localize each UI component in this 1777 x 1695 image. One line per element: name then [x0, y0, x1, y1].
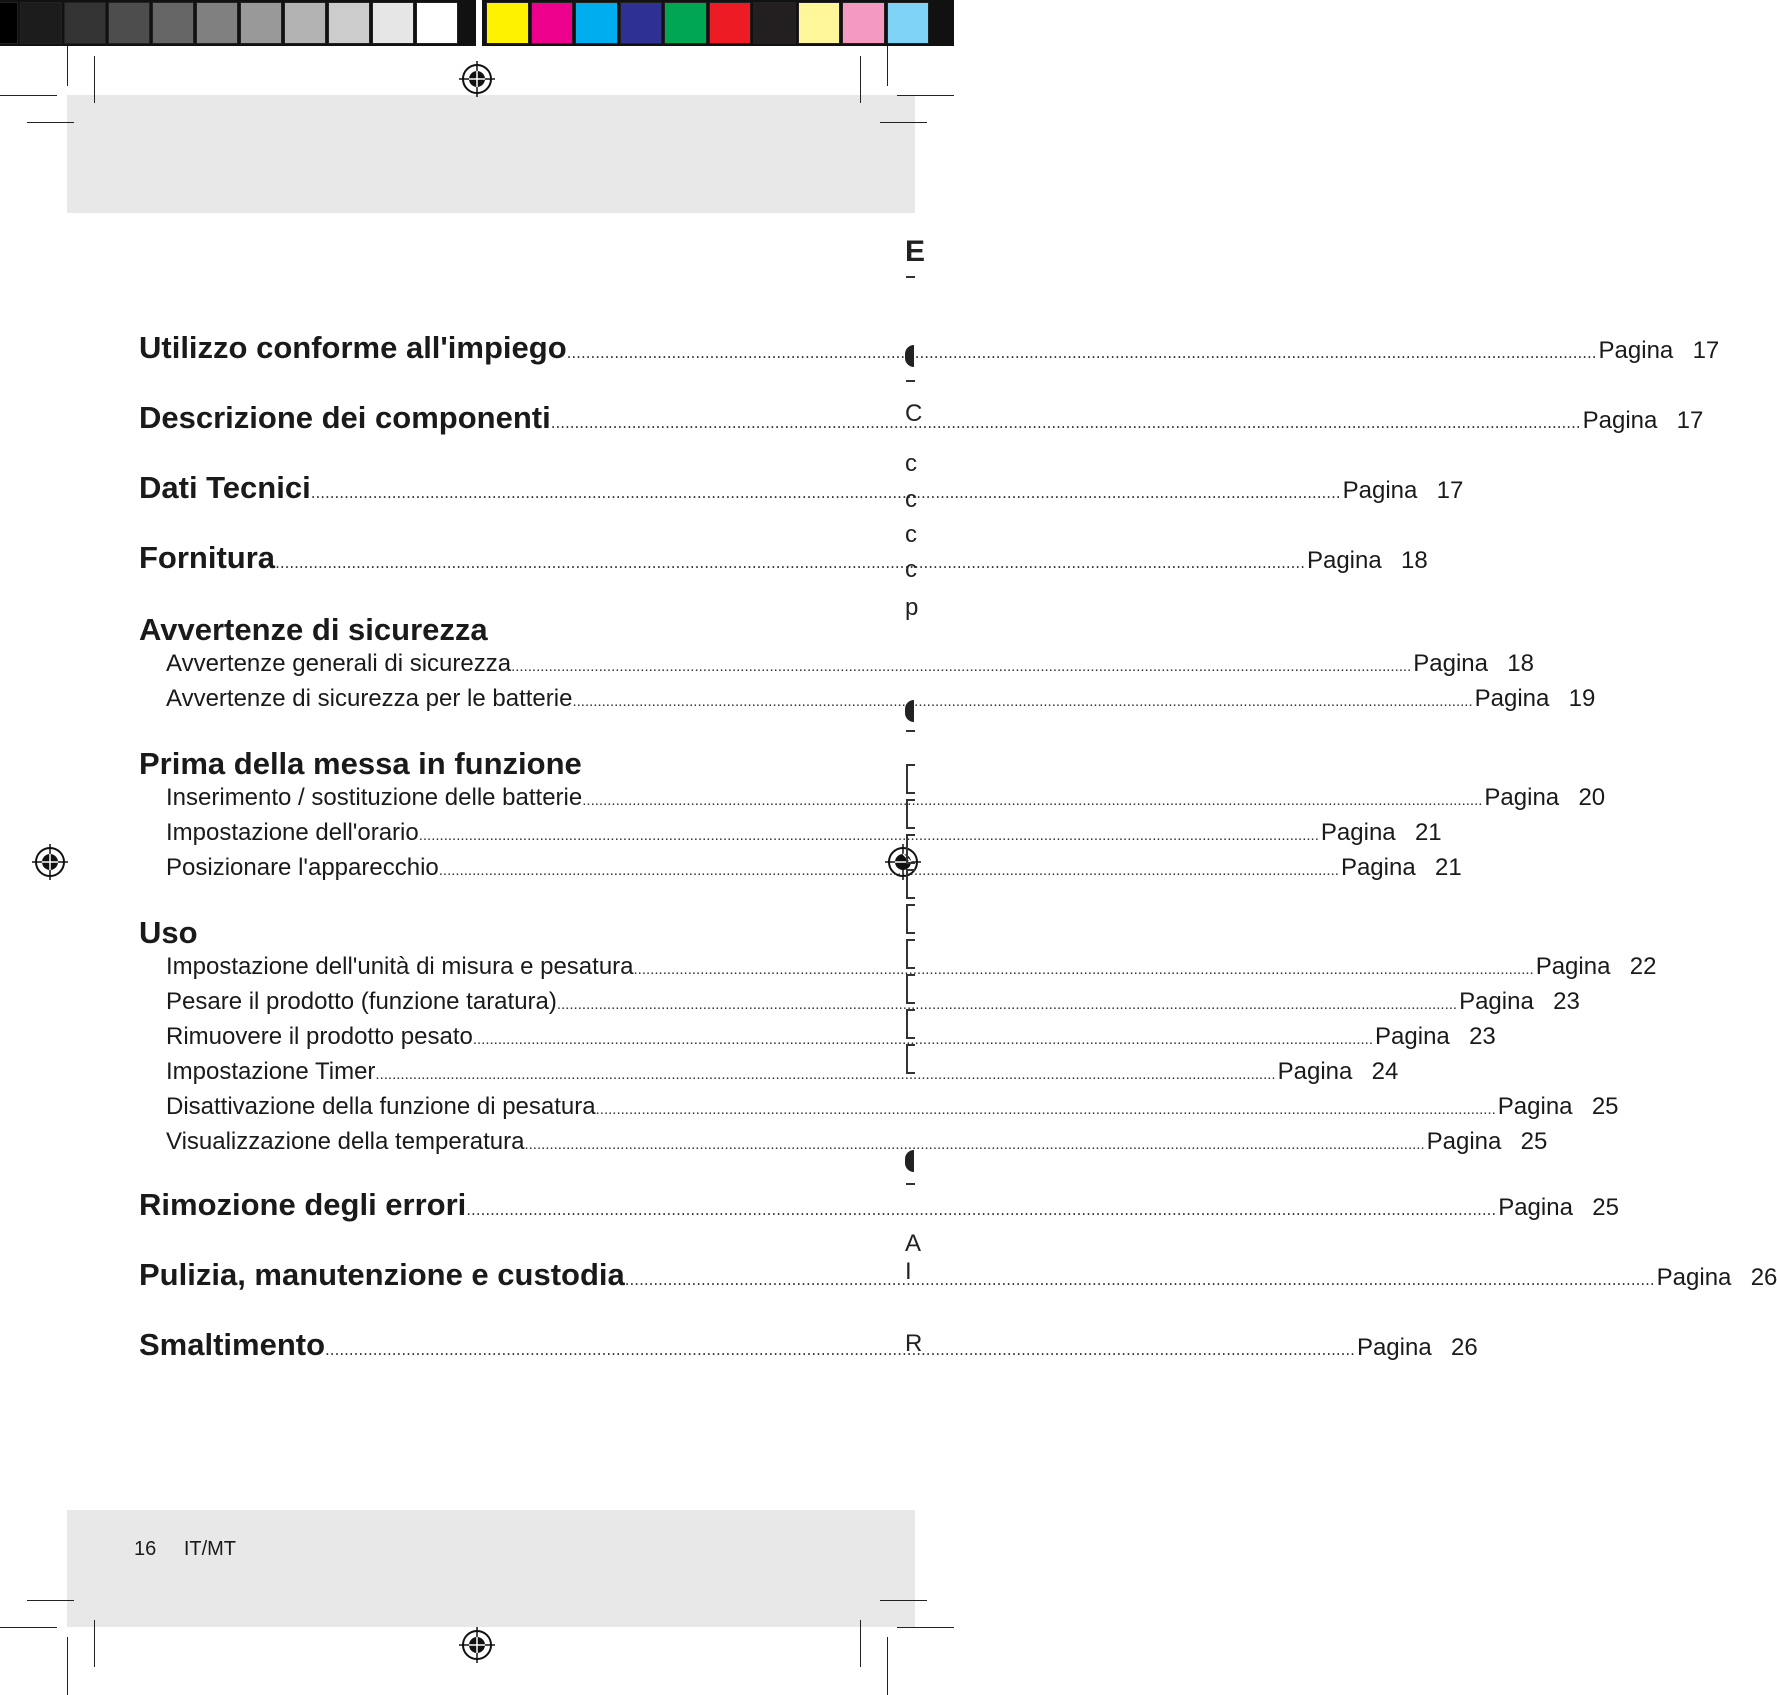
- toc-subentry[interactable]: [139, 854, 1462, 889]
- toc-subentry[interactable]: [139, 1023, 1496, 1058]
- toc-subentry[interactable]: [139, 685, 1596, 720]
- crop-mark: [887, 46, 888, 86]
- leader-dots: [466, 1201, 1496, 1219]
- grey-swatch: [108, 2, 150, 44]
- edge-heading-glyph: [905, 700, 914, 722]
- edge-table-cell: [906, 799, 915, 829]
- footer-band: [67, 1510, 915, 1627]
- toc-page-number: 23: [1469, 1023, 1496, 1050]
- leader-dots: [325, 1341, 1355, 1359]
- toc-page-number: 18: [1507, 650, 1534, 677]
- toc-entry-title: Disattivazione della funzione di pesatura: [166, 1093, 596, 1120]
- grey-swatch: [240, 2, 282, 44]
- toc-entry-title: Posizionare l'apparecchio: [166, 854, 439, 881]
- page-label: Pagina: [1356, 1334, 1432, 1361]
- grey-swatch: [196, 2, 238, 44]
- toc-page-number: 17: [1436, 477, 1464, 504]
- leader-dots: [557, 996, 1457, 1013]
- edge-table-cell: [906, 939, 915, 969]
- table-of-contents: [139, 330, 1777, 1397]
- crop-mark: [897, 95, 954, 96]
- crop-mark: [897, 1627, 954, 1628]
- crop-mark: [27, 122, 74, 123]
- toc-entry-title: Pulizia, manutenzione e custodia: [139, 1257, 625, 1292]
- crop-mark: [880, 122, 927, 123]
- crop-mark: [887, 1637, 888, 1695]
- color-swatch: [798, 2, 841, 44]
- registration-mark-icon: [457, 1625, 497, 1665]
- toc-subentry[interactable]: [139, 650, 1534, 685]
- crop-mark: [67, 1637, 68, 1695]
- toc-page-number: 17: [1692, 337, 1720, 364]
- color-swatch: [887, 2, 930, 44]
- crop-mark: [94, 56, 95, 103]
- crop-mark: [94, 1620, 95, 1667]
- edge-fragment-char: p: [905, 594, 919, 621]
- leader-dots: [473, 1031, 1373, 1048]
- leader-dots: [419, 827, 1319, 844]
- page-label: Pagina: [1375, 1023, 1450, 1050]
- toc-entry-title: Utilizzo conforme all'impiego: [139, 330, 567, 365]
- toc-entry-title: Rimozione degli errori: [139, 1187, 467, 1222]
- edge-table-cell: [906, 764, 915, 794]
- color-calibration-bar: [0, 0, 954, 46]
- page-label: Pagina: [1474, 685, 1550, 712]
- toc-page-number: 26: [1450, 1334, 1478, 1361]
- grey-swatch: [416, 2, 458, 44]
- edge-table-cell: [906, 974, 915, 1004]
- toc-page-number: 22: [1629, 953, 1657, 980]
- edge-fragment-char: I: [905, 1258, 912, 1285]
- toc-group: [139, 913, 1657, 1163]
- edge-fragment-char: A: [905, 1230, 922, 1257]
- edge-heading-glyph: [905, 1150, 914, 1172]
- toc-subentry[interactable]: [139, 953, 1657, 988]
- edge-heading-glyph: [905, 345, 914, 367]
- toc-entry-title: Dati Tecnici: [139, 470, 311, 505]
- page-label: Pagina: [1498, 1194, 1573, 1221]
- page-label: Pagina: [1306, 547, 1382, 574]
- crop-mark: [27, 1600, 74, 1601]
- toc-subentry[interactable]: [139, 988, 1580, 1023]
- crop-mark: [880, 1600, 927, 1601]
- toc-entry[interactable]: [139, 1257, 1777, 1327]
- color-swatch: [753, 2, 796, 44]
- edge-table-cell: [906, 1009, 915, 1039]
- page-label: Pagina: [1320, 819, 1396, 846]
- leader-dots: [511, 658, 1411, 675]
- toc-main-entries: [139, 330, 1720, 610]
- leader-dots: [275, 554, 1305, 572]
- page-label: Pagina: [1582, 407, 1658, 434]
- toc-page-number: 21: [1414, 819, 1442, 846]
- leader-dots: [634, 961, 1534, 978]
- crop-mark: [67, 46, 68, 86]
- toc-subentry[interactable]: [139, 1128, 1548, 1163]
- registration-mark-icon: [30, 842, 70, 882]
- leader-dots: [596, 1101, 1496, 1118]
- toc-page-number: 25: [1592, 1194, 1619, 1221]
- toc-page-number: 17: [1676, 407, 1704, 434]
- leader-dots: [311, 484, 1341, 502]
- toc-group-heading[interactable]: Prima della messa in funzione: [139, 746, 582, 781]
- leader-dots: [551, 414, 1581, 432]
- edge-fragment-char: E: [905, 235, 926, 268]
- color-swatch: [575, 2, 618, 44]
- color-swatch: [842, 2, 885, 44]
- toc-entry-title: Smaltimento: [139, 1327, 326, 1362]
- header-band: [67, 95, 915, 213]
- toc-subentry[interactable]: [139, 1058, 1399, 1093]
- toc-groups: [139, 610, 1657, 1163]
- language-code: IT/MT: [183, 1538, 237, 1560]
- page-label: Pagina: [1656, 1264, 1732, 1291]
- edge-rule: [906, 380, 915, 382]
- leader-dots: [524, 1136, 1424, 1153]
- toc-entry-title: Impostazione dell'unità di misura e pesatura: [166, 953, 634, 980]
- toc-entry-title: Impostazione Timer: [166, 1058, 376, 1085]
- edge-rule: [906, 1183, 915, 1185]
- edge-fragment-char: C: [905, 400, 923, 427]
- edge-table-cell: [906, 834, 915, 864]
- leader-dots: [375, 1066, 1275, 1083]
- toc-page-number: 24: [1371, 1058, 1399, 1085]
- page-label: Pagina: [1277, 1058, 1353, 1085]
- toc-entry[interactable]: [139, 400, 1704, 470]
- toc-page-number: 25: [1591, 1093, 1619, 1120]
- toc-entry[interactable]: [139, 330, 1720, 400]
- color-swatch: [664, 2, 707, 44]
- grey-swatch: [284, 2, 326, 44]
- crop-mark: [0, 95, 57, 96]
- leader-dots: [625, 1271, 1655, 1289]
- toc-page-number: 20: [1578, 784, 1606, 811]
- toc-entry-title: Avvertenze generali di sicurezza: [166, 650, 512, 677]
- page-label: Pagina: [1413, 650, 1488, 677]
- toc-page-number: 19: [1568, 685, 1596, 712]
- toc-entry-title: Descrizione dei componenti: [139, 400, 551, 435]
- page-label: Pagina: [1598, 337, 1674, 364]
- toc-entry[interactable]: [139, 540, 1428, 610]
- color-swatch: [709, 2, 752, 44]
- edge-rule: [906, 730, 915, 732]
- toc-subentry[interactable]: [139, 784, 1606, 819]
- grey-swatch: [328, 2, 370, 44]
- toc-entry-title: Inserimento / sostituzione delle batterie: [166, 784, 583, 811]
- edge-table-cell: [906, 904, 915, 934]
- toc-group: [139, 610, 1596, 720]
- edge-table-cell: [906, 869, 915, 899]
- page-label: Pagina: [1426, 1128, 1502, 1155]
- toc-group: [139, 744, 1606, 889]
- edge-rule: [906, 276, 915, 278]
- toc-page-number: 26: [1750, 1264, 1777, 1291]
- grey-swatch: [372, 2, 414, 44]
- toc-group-heading[interactable]: Uso: [139, 915, 198, 950]
- edge-fragment-char: c: [905, 521, 917, 548]
- toc-entry-title: Visualizzazione della temperatura: [166, 1128, 525, 1155]
- edge-fragment-char: R: [905, 1330, 923, 1357]
- grey-swatch: [64, 2, 106, 44]
- crop-mark: [860, 56, 861, 103]
- toc-entry[interactable]: [139, 1187, 1619, 1257]
- edge-fragment-char: c: [905, 486, 917, 513]
- page-label: Pagina: [1484, 784, 1560, 811]
- toc-page-number: 18: [1401, 547, 1428, 574]
- registration-mark-icon: [457, 59, 497, 99]
- page-label: Pagina: [1342, 477, 1418, 504]
- grey-swatch: [20, 2, 62, 44]
- toc-trailing-entries: [139, 1187, 1777, 1397]
- toc-page-number: 25: [1520, 1128, 1548, 1155]
- toc-entry-title: Impostazione dell'orario: [166, 819, 419, 846]
- color-swatch: [620, 2, 663, 44]
- page-footer: [134, 1538, 258, 1561]
- page-label: Pagina: [1459, 988, 1534, 1015]
- crop-mark: [0, 1627, 57, 1628]
- color-swatch: [486, 2, 529, 44]
- toc-entry-title: Avvertenze di sicurezza per le batterie: [166, 685, 573, 712]
- edge-fragment-char: c: [905, 450, 917, 477]
- leader-dots: [572, 693, 1472, 710]
- crop-mark: [860, 1620, 861, 1667]
- toc-entry-title: Fornitura: [139, 540, 276, 575]
- grey-swatch: [0, 2, 18, 44]
- leader-dots: [582, 792, 1482, 809]
- edge-table-cell: [906, 1044, 915, 1074]
- page-number: 16: [134, 1538, 157, 1560]
- toc-entry[interactable]: [139, 470, 1464, 540]
- page-label: Pagina: [1340, 854, 1416, 881]
- grey-swatch: [152, 2, 194, 44]
- toc-subentry[interactable]: [139, 1093, 1619, 1128]
- page-label: Pagina: [1497, 1093, 1573, 1120]
- toc-group-heading[interactable]: Avvertenze di sicurezza: [139, 612, 488, 647]
- toc-entry-title: Pesare il prodotto (funzione taratura): [166, 988, 557, 1015]
- edge-fragment-char: c: [905, 556, 917, 583]
- toc-page-number: 21: [1434, 854, 1462, 881]
- color-swatch: [531, 2, 574, 44]
- leader-dots: [439, 862, 1339, 879]
- toc-page-number: 23: [1553, 988, 1580, 1015]
- toc-subentry[interactable]: [139, 819, 1442, 854]
- toc-entry[interactable]: [139, 1327, 1478, 1397]
- page-label: Pagina: [1535, 953, 1611, 980]
- leader-dots: [567, 344, 1597, 362]
- toc-entry-title: Rimuovere il prodotto pesato: [166, 1023, 473, 1050]
